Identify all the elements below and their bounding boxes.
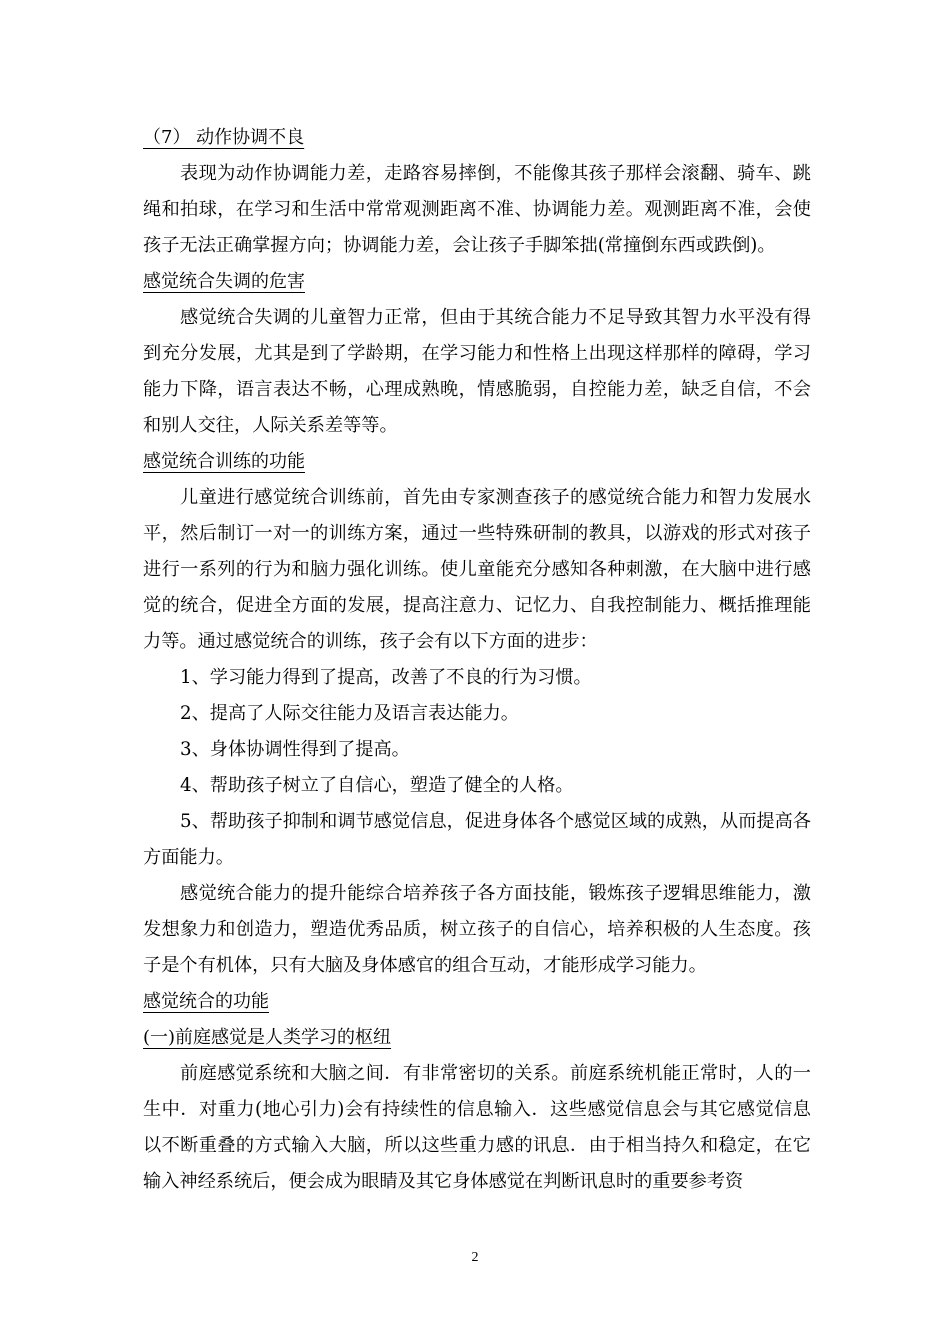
heading-integration-function: 感觉统合的功能 (143, 991, 269, 1012)
heading-harm-row (143, 264, 811, 300)
list-item-2: 2、提高了人际交往能力及语言表达能力。 (180, 703, 519, 724)
list-item-1: 1、学习能力得到了提高，改善了不良的行为习惯。 (180, 667, 592, 688)
list-item-5: 5、帮助孩子抑制和调节感觉信息，促进身体各个感觉区域的成熟，从而提高各方面能力。 (143, 811, 811, 868)
heading-training-function: 感觉统合训练的功能 (143, 451, 305, 472)
list-item-4: 4、帮助孩子树立了自信心，塑造了健全的人格。 (180, 775, 574, 796)
heading-motor-coordination-row (143, 120, 811, 156)
heading-vestibular-row (143, 1020, 811, 1056)
list-item-3: 3、身体协调性得到了提高。 (180, 739, 410, 760)
paragraph-vestibular: 前庭感觉系统和大脑之间．有非常密切的关系。前庭系统机能正常时，人的一生中．对重力(地心引力)会有持续性的信息输入．这些感觉信息会与其它感觉信息以不断重叠的方式输入大脑，所以这些重力感的讯息．由于相当持久和稳定，在它输入神经系统后，便会成为眼睛及其它身体感觉在判断讯息时的重要参考资 (143, 1063, 811, 1192)
paragraph-harm: 感觉统合失调的儿童智力正常，但由于其统合能力不足导致其智力水平没有得到充分发展，尤其是到了学龄期，在学习能力和性格上出现这样那样的障碍，学习能力下降，语言表达不畅，心理成熟晚，情感脆弱，自控能力差，缺乏自信，不会和别人交往，人际关系差等等。 (143, 307, 811, 436)
paragraph-ability-improvement: 感觉统合能力的提升能综合培养孩子各方面技能，锻炼孩子逻辑思维能力，激发想象力和创造力，塑造优秀品质，树立孩子的自信心，培养积极的人生态度。孩子是个有机体，只有大脑及身体感官的组合互动，才能形成学习能力。 (143, 883, 811, 976)
heading-motor-coordination: （7） 动作协调不良 (143, 127, 305, 148)
heading-training-function-row (143, 444, 811, 480)
document-body (143, 120, 811, 1200)
heading-vestibular: (一)前庭感觉是人类学习的枢纽 (143, 1027, 392, 1048)
page-number: 2 (471, 1250, 479, 1265)
heading-integration-function-row (143, 984, 811, 1020)
paragraph-motor-coordination: 表现为动作协调能力差，走路容易摔倒，不能像其孩子那样会滚翻、骑车、跳绳和拍球，在学习和生活中常常观测距离不准、协调能力差。观测距离不准，会使孩子无法正确掌握方向；协调能力差，会让孩子手脚笨拙(常撞倒东西或跌倒)。 (143, 163, 811, 256)
paragraph-training-function: 儿童进行感觉统合训练前，首先由专家测查孩子的感觉统合能力和智力发展水平，然后制订一对一的训练方案，通过一些特殊研制的教具，以游戏的形式对孩子进行一系列的行为和脑力强化训练。使儿童能充分感知各种刺激，在大脑中进行感觉的统合，促进全方面的发展，提高注意力、记忆力、自我控制能力、概括推理能力等。通过感觉统合的训练，孩子会有以下方面的进步： (143, 487, 811, 652)
heading-harm: 感觉统合失调的危害 (143, 271, 305, 292)
